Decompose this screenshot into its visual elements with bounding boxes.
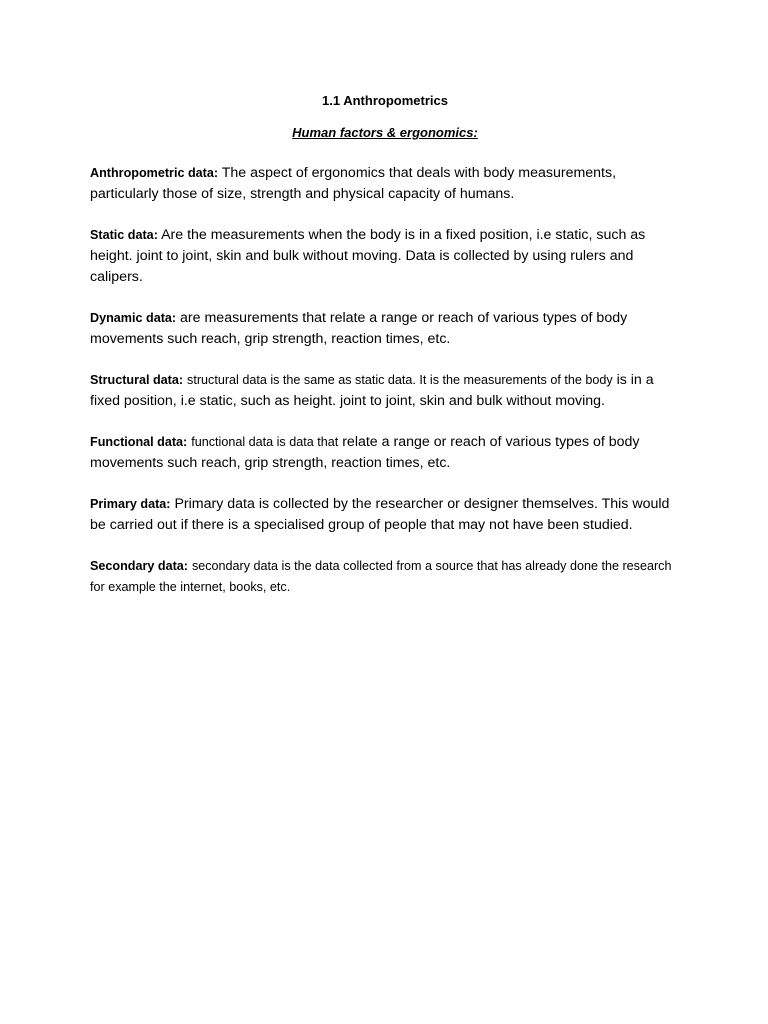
definition-secondary — [90, 556, 680, 598]
term-label: Structural data: — [90, 373, 184, 387]
page-title: 1.1 Anthropometrics — [322, 93, 448, 108]
definition-text-small: secondary data is the data collected from a source that has already done the research for example the internet, books, etc. — [90, 559, 672, 594]
definition-text: Primary data is collected by the researcher or designer themselves. This would be carried out if there is a specialised group of people that may not have been studied. — [90, 496, 670, 533]
document-page — [90, 92, 680, 618]
definition-structural — [90, 370, 680, 412]
term-label: Anthropometric data: — [90, 166, 219, 180]
definition-functional — [90, 432, 680, 474]
definition-text: are measurements that relate a range or reach of various types of body movements such reach, grip strength, reaction times, etc. — [90, 310, 628, 347]
term-label: Dynamic data: — [90, 311, 177, 325]
term-label: Secondary data: — [90, 559, 188, 573]
term-label: Static data: — [90, 228, 158, 242]
definition-static — [90, 225, 680, 288]
definition-anthropometric — [90, 163, 680, 205]
term-label: Primary data: — [90, 497, 171, 511]
definition-text-small: structural data is the same as static data. It is the measurements of the body — [187, 373, 613, 387]
definition-primary — [90, 494, 680, 536]
definition-text: Are the measurements when the body is in a fixed position, i.e static, such as height. joint to joint, skin and bulk without moving. Data is collected by using rulers and calipers. — [90, 227, 646, 285]
definition-text: is in a fixed position, i.e static, such as height. joint to joint, skin and bulk without moving. — [90, 372, 654, 409]
definition-text: The aspect of ergonomics that deals with body measurements, particularly those of size, strength and physical capacity of humans. — [90, 165, 617, 202]
section-subtitle: Human factors & ergonomics: — [292, 125, 478, 140]
definition-text: relate a range or reach of various types of body movements such reach, grip strength, reaction times, etc. — [90, 434, 640, 471]
definition-dynamic — [90, 308, 680, 350]
term-label: Functional data: — [90, 435, 188, 449]
definition-text-small: functional data is data that — [191, 435, 339, 449]
